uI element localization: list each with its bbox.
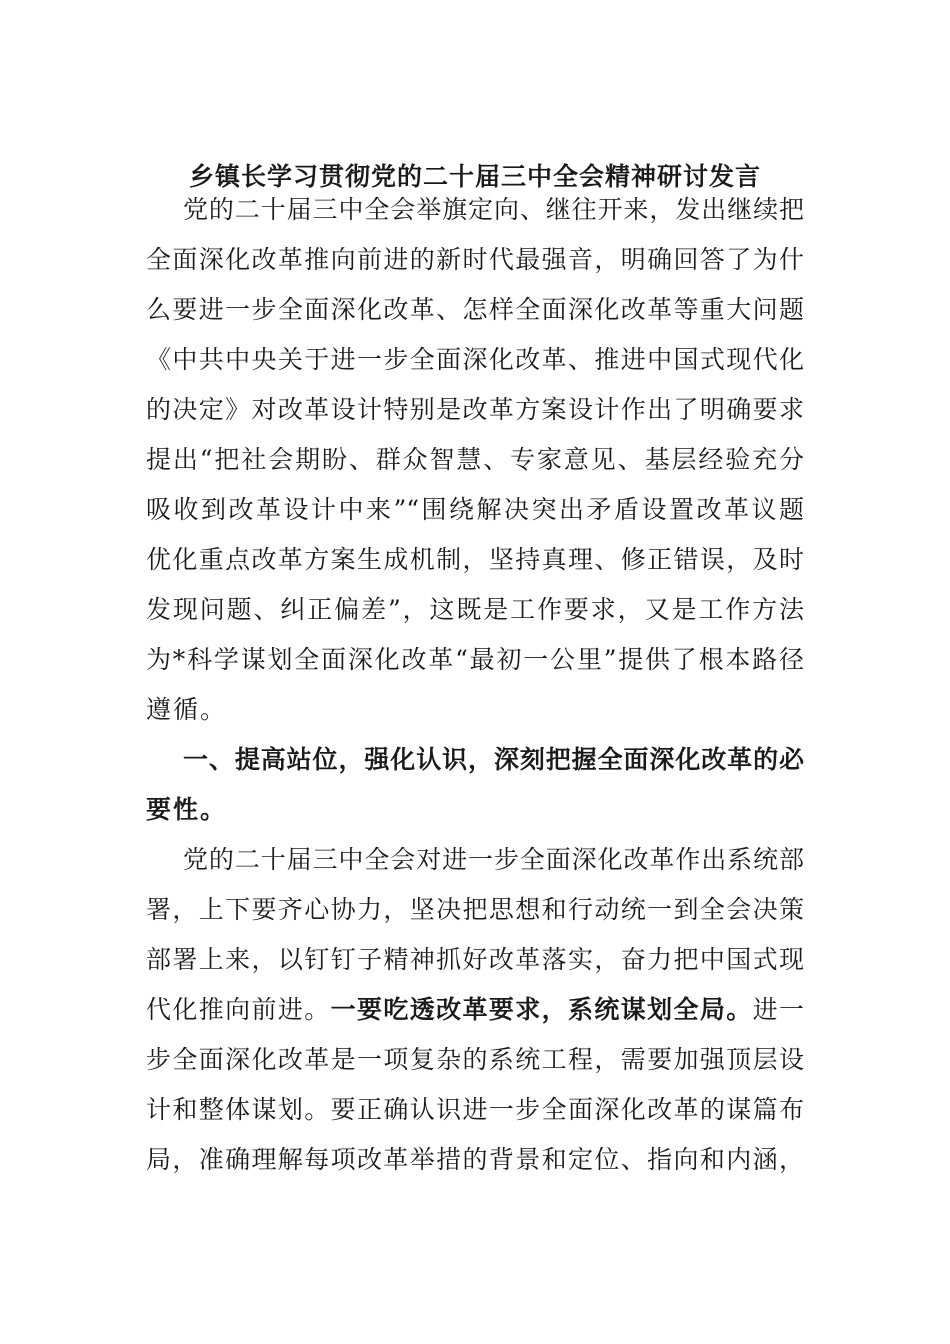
paragraph-2-line: 部署上来，以钉钉子精神抓好改革落实，奋力把中国式现 — [146, 945, 804, 974]
paragraph-1-line: 为*科学谋划全面深化改革“最初一公里”提供了根本路径 — [146, 645, 804, 674]
paragraph-2-text: 进一 — [752, 995, 804, 1024]
document-title: 乡镇长学习贯彻党的二十届三中全会精神研讨发言 — [188, 162, 761, 191]
paragraph-1-line: 发现问题、纠正偏差”，这既是工作要求，又是工作方法 — [146, 595, 804, 624]
paragraph-2-line: 署，上下要齐心协力，坚决把思想和行动统一到全会决策 — [146, 895, 804, 924]
paragraph-2-line: 局，准确理解每项改革举措的背景和定位、指向和内涵， — [146, 1145, 804, 1174]
paragraph-2-line — [146, 990, 804, 1030]
section-heading-1: 一、提高站位，强化认识，深刻把握全面深化改革的必 — [183, 745, 804, 774]
paragraph-1-line: 党的二十届三中全会举旗定向、继往开来，发出继续把 — [183, 195, 804, 224]
paragraph-1-line: 么要进一步全面深化改革、怎样全面深化改革等重大问题 — [146, 295, 804, 324]
paragraph-2-line: 计和整体谋划。要正确认识进一步全面深化改革的谋篇布 — [146, 1095, 804, 1124]
paragraph-1-line: 全面深化改革推向前进的新时代最强音，明确回答了为什 — [146, 245, 804, 274]
paragraph-2-text: 代化推向前进。 — [146, 995, 331, 1024]
paragraph-1-line: 吸收到改革设计中来”“围绕解决突出矛盾设置改革议题 — [146, 495, 804, 524]
paragraph-1-line: 《中共中央关于进一步全面深化改革、推进中国式现代化 — [146, 345, 804, 374]
paragraph-1-line: 提出“把社会期盼、群众智慧、专家意见、基层经验充分 — [146, 445, 804, 474]
paragraph-2-line: 党的二十届三中全会对进一步全面深化改革作出系统部 — [183, 845, 804, 874]
paragraph-1-line: 遵循。 — [146, 695, 228, 724]
section-heading-1: 要性。 — [146, 795, 228, 824]
paragraph-1-line: 优化重点改革方案生成机制，坚持真理、修正错误，及时 — [146, 545, 804, 574]
paragraph-1-line: 的决定》对改革设计特别是改革方案设计作出了明确要求 — [146, 395, 804, 424]
paragraph-2-line: 步全面深化改革是一项复杂的系统工程，需要加强顶层设 — [146, 1045, 804, 1074]
key-point-1: 一要吃透改革要求，系统谋划全局。 — [330, 995, 753, 1024]
